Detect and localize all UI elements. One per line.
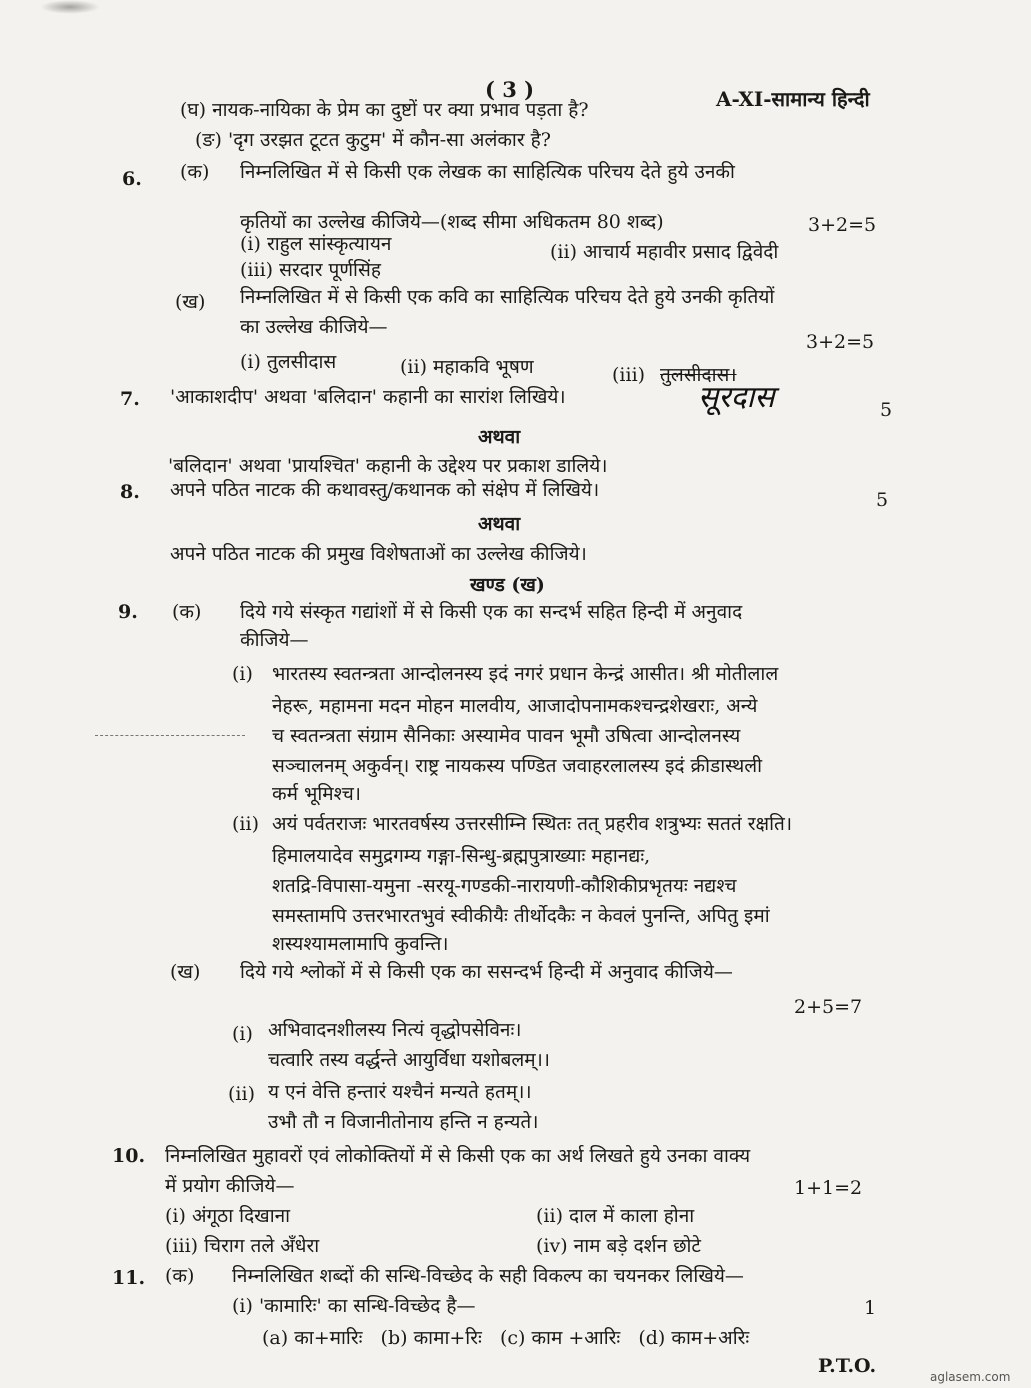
passage1-line2: नेहरू, महामना मदन मोहन मालवीय, आजादोपनामकश्चन्द्रशेखराः, अन्ये [272, 695, 758, 717]
q10-line2: में प्रयोग कीजिये— [165, 1175, 295, 1197]
q9-kha-label: (ख) [170, 961, 201, 983]
passage1-label: (i) [232, 663, 253, 685]
q10-number: 10. [112, 1145, 146, 1167]
q5-ng: (ङ) 'दृग उरझत टूटत कुटुम' में कौन-सा अलंकार है? [195, 129, 551, 151]
pto-label: P.T.O. [818, 1355, 877, 1377]
passage2-line1: अयं पर्वतराजः भारतवर्षस्य उत्तरसीम्नि स्थितः तत् प्रहरीव शत्रुभ्यः सततं रक्षति। [272, 813, 793, 835]
passage1-line5: कर्म भूमिश्च। [272, 783, 361, 805]
q7-alt: 'बलिदान' अथवा 'प्रायश्चित' कहानी के उद्देश्य पर प्रकाश डालिये। [168, 455, 608, 477]
q6-ka-label: (क) [180, 161, 210, 183]
q8-or: अथवा [478, 513, 521, 535]
q6-ka-opt2: (ii) आचार्य महावीर प्रसाद द्विवेदी [550, 241, 779, 263]
q6-kha-opt3-struck: तुलसीदास। [660, 364, 737, 386]
shloka1-line2: चत्वारि तस्य वर्द्धन्ते आयुर्विधा यशोबलम्।। [268, 1049, 550, 1071]
q6-ka-opt3: (iii) सरदार पूर्णसिंह [240, 259, 381, 281]
passage2-line4: समस्तामपि उत्तरभारतभुवं स्वीकीयैः तीर्थोदकैः न केवलं पुनन्ति, अपितु इमां [272, 905, 770, 927]
idiom-2: (ii) दाल में काला होना [536, 1205, 695, 1227]
q9-ka-line2: कीजिये— [240, 629, 309, 651]
q6-ka-line1: निम्नलिखित में से किसी एक लेखक का साहित्यिक परिचय देते हुये उनकी [240, 161, 735, 183]
passage1-line3: च स्वतन्त्रता संग्राम सैनिकाः अस्यामेव पावन भूमौ उषित्वा आन्दोलनस्य [272, 725, 741, 747]
q11-i-text: (i) 'कामारिः' का सन्धि-विच्छेद है— [232, 1295, 476, 1317]
q8-number: 8. [120, 481, 140, 503]
passage2-label: (ii) [232, 813, 259, 835]
shloka2-line2: उभौ तौ न विजानीतोनाय हन्ति न हन्यते। [268, 1111, 539, 1133]
q8-alt: अपने पठित नाटक की प्रमुख विशेषताओं का उल्लेख कीजिये। [170, 543, 587, 565]
idiom-1: (i) अंगूठा दिखाना [165, 1205, 291, 1227]
q7-number: 7. [120, 388, 140, 410]
shloka1-line1: अभिवादनशीलस्य नित्यं वृद्धोपसेविनः। [268, 1019, 522, 1041]
q6-kha-line1: निम्नलिखित में से किसी एक कवि का साहित्यिक परिचय देते हुये उनकी कृतियों [240, 286, 775, 308]
passage1-line1: भारतस्य स्वतन्त्रता आन्दोलनस्य इदं नगरं प्रधान केन्द्रं आसीत। श्री मोतीलाल [272, 663, 779, 685]
q11-options: (a) का+मारिः (b) कामा+रिः (c) काम +आरिः (d) काम+अरिः [262, 1327, 750, 1349]
section-heading: खण्ड (ख) [470, 574, 545, 596]
q7-or: अथवा [478, 426, 521, 448]
q6-ka-line2: कृतियों का उल्लेख कीजिये—(शब्द सीमा अधिकतम 80 शब्द) [240, 211, 664, 233]
passage1-line4: सञ्चालनम् अकुर्वन्। राष्ट्र नायकस्य पण्डित जवाहरलालस्य इदं क्रीडास्थली [272, 755, 763, 777]
q6-number: 6. [122, 168, 142, 190]
passage2-line2: हिमालयादेव समुद्रगम्य गङ्गा-सिन्धु-ब्रह्मपुत्राख्याः महानद्यः, [272, 845, 651, 867]
q9-number: 9. [118, 601, 138, 623]
q9-ka-line1: दिये गये संस्कृत गद्यांशों में से किसी एक का सन्दर्भ सहित हिन्दी में अनुवाद [240, 601, 743, 623]
q9-ka-label: (क) [172, 601, 202, 623]
q11-i-marks: 1 [864, 1297, 877, 1319]
q6-kha-label: (ख) [175, 291, 206, 313]
q9-kha-marks: 2+5=7 [794, 996, 863, 1018]
q7-marks: 5 [880, 399, 893, 421]
q10-marks: 1+1=2 [794, 1177, 863, 1199]
shloka2-label: (ii) [228, 1083, 255, 1105]
scan-smudge [40, 0, 100, 14]
q11-number: 11. [112, 1267, 146, 1289]
idiom-3: (iii) चिराग तले अँधेरा [165, 1235, 320, 1257]
passage2-line5: शस्यश्यामलामापि कुवन्ति। [272, 933, 449, 955]
q6-kha-line2: का उल्लेख कीजिये— [240, 316, 388, 338]
page-number: ( 3 ) [485, 77, 535, 102]
q7-text: 'आकाशदीप' अथवा 'बलिदान' कहानी का सारांश लिखिये। [170, 386, 566, 408]
q6-ka-opt1: (i) राहुल सांस्कृत्यायन [240, 233, 392, 255]
shloka2-line1: य एनं वेत्ति हन्तारं यश्चैनं मन्यते हतम्।। [268, 1081, 532, 1103]
q11-ka-label: (क) [165, 1265, 195, 1287]
shloka1-label: (i) [232, 1023, 253, 1045]
paper-code: A-XI-सामान्य हिन्दी [716, 87, 870, 111]
q6-kha-opt1: (i) तुलसीदास [240, 351, 337, 373]
passage2-line3: शतद्रि-विपासा-यमुना -सरयू-गण्डकी-नारायणी-कौशिकीप्रभृतयः नद्यश्च [272, 875, 737, 897]
margin-mark [95, 735, 245, 736]
q8-marks: 5 [876, 489, 889, 511]
q8-text: अपने पठित नाटक की कथावस्तु/कथानक को संक्षेप में लिखिये। [170, 479, 600, 501]
q10-line1: निम्नलिखित मुहावरों एवं लोकोक्तियों में से किसी एक का अर्थ लिखते हुये उनका वाक्य [165, 1145, 751, 1167]
q11-ka-text: निम्नलिखित शब्दों की सन्धि-विच्छेद के सही विकल्प का चयनकर लिखिये— [232, 1265, 744, 1287]
idiom-4: (iv) नाम बड़े दर्शन छोटे [536, 1235, 702, 1257]
q6-kha-marks: 3+2=5 [806, 331, 875, 353]
q6-ka-marks: 3+2=5 [808, 214, 877, 236]
q6-kha-opt3-prefix: (iii) [612, 364, 646, 386]
q6-kha-opt2: (ii) महाकवि भूषण [400, 356, 534, 378]
watermark: aglasem.com [930, 1370, 1011, 1384]
q5-gh: (घ) नायक-नायिका के प्रेम का दुष्टों पर क्या प्रभाव पड़ता है? [180, 99, 589, 121]
handwritten-correction: सूरदास [698, 380, 775, 415]
q9-kha-line1: दिये गये श्लोकों में से किसी एक का ससन्दर्भ हिन्दी में अनुवाद कीजिये— [240, 961, 733, 983]
